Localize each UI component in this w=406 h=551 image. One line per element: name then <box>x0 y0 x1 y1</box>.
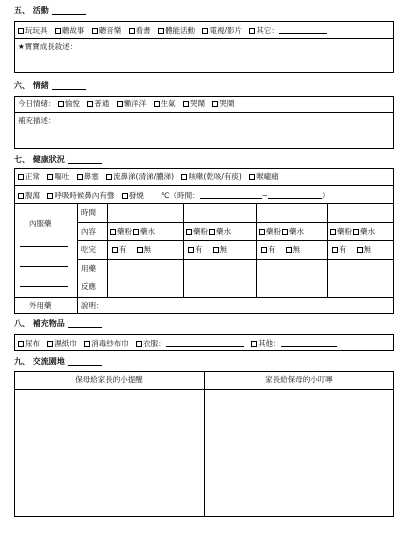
symptoms-row-2 <box>18 191 329 200</box>
divider <box>14 185 394 186</box>
parent-note-header: 家長給保母的小叮嚀 <box>265 375 333 384</box>
growth-note-label: ★寶寶成長敘述： <box>18 42 78 51</box>
grid-line <box>183 203 184 297</box>
caregiver-note-header: 保母給家長的小提醒 <box>75 375 143 384</box>
divider <box>14 112 394 113</box>
internal-med-label: 內服藥 <box>29 219 52 228</box>
checkbox[interactable] <box>259 229 265 235</box>
checkbox[interactable] <box>249 28 255 34</box>
grid-line <box>327 203 328 297</box>
internal-med-line[interactable] <box>20 246 68 247</box>
temperature-label: ℃（時間： <box>161 191 200 200</box>
finish-options: 有 無 <box>188 246 232 254</box>
symptom-option[interactable]: 嘔吐 <box>47 173 69 181</box>
checkbox[interactable] <box>55 28 61 34</box>
supplies-options <box>18 339 342 348</box>
finish-options: 有 無 <box>112 246 156 254</box>
checkbox[interactable] <box>212 101 218 107</box>
supply-option-other[interactable]: 其他： <box>251 339 337 348</box>
checkbox[interactable] <box>47 174 53 180</box>
mood-option[interactable]: 生氣 <box>154 100 176 108</box>
checkbox[interactable] <box>87 101 93 107</box>
supply-option[interactable]: 消毒紗布巾 <box>84 340 129 348</box>
mood-options <box>18 100 239 108</box>
checkbox[interactable] <box>332 247 338 253</box>
checkbox[interactable] <box>282 229 288 235</box>
checkbox[interactable] <box>18 341 24 347</box>
divider <box>14 203 394 204</box>
divider <box>204 371 205 517</box>
grid-line <box>77 222 394 223</box>
mood-option[interactable]: 懶洋洋 <box>117 100 147 108</box>
section-title-activities: 五、 活動 <box>14 7 86 15</box>
content-options: 藥粉 藥水 <box>110 228 155 236</box>
checkbox[interactable] <box>213 247 219 253</box>
section-title-mood: 六、 情緒 <box>14 82 86 90</box>
checkbox[interactable] <box>202 28 208 34</box>
clothes-field[interactable] <box>166 339 244 347</box>
symptoms-row-1 <box>18 173 284 181</box>
other-supply-field[interactable] <box>281 339 337 347</box>
symptom-option[interactable]: 正常 <box>18 173 40 181</box>
checkbox[interactable] <box>183 101 189 107</box>
checkbox[interactable] <box>133 229 139 235</box>
mood-note-label: 補充描述： <box>18 116 56 125</box>
time-separator: ~ <box>261 191 268 200</box>
checkbox[interactable] <box>353 229 359 235</box>
symptom-option[interactable]: 發燒 <box>122 192 144 200</box>
checkbox[interactable] <box>110 229 116 235</box>
section-title-exchange: 九、 交流園地 <box>14 358 102 366</box>
checkbox[interactable] <box>122 193 128 199</box>
finish-options: 有 無 <box>332 246 376 254</box>
content-options: 藥粉 藥水 <box>259 228 304 236</box>
mood-option[interactable]: 哭鬧 <box>212 100 234 108</box>
checkbox[interactable] <box>18 193 24 199</box>
explain-label: 說明： <box>81 301 104 310</box>
parent-note-area[interactable] <box>206 391 392 515</box>
activity-option[interactable]: 電視/影片 <box>202 27 242 35</box>
checkbox[interactable] <box>181 174 187 180</box>
checkbox[interactable] <box>112 247 118 253</box>
row-label-reaction: 反應 <box>81 282 96 291</box>
activity-option[interactable]: 體能活動 <box>158 27 195 35</box>
symptom-option[interactable]: 喉嚨痛 <box>249 173 279 181</box>
checkbox[interactable] <box>136 341 142 347</box>
checkbox[interactable] <box>251 341 257 347</box>
mood-option[interactable]: 哭鬧 <box>183 100 205 108</box>
activity-options <box>18 26 332 35</box>
grid-line <box>77 240 394 241</box>
mood-label: 今日情緒： <box>18 99 56 108</box>
checkbox[interactable] <box>18 174 24 180</box>
checkbox[interactable] <box>357 247 363 253</box>
grid-line <box>107 203 108 297</box>
activity-option[interactable]: 聽故事 <box>55 27 85 35</box>
caregiver-note-area[interactable] <box>16 391 202 515</box>
content-options: 藥粉 藥水 <box>186 228 231 236</box>
internal-med-line[interactable] <box>20 266 68 267</box>
supply-option[interactable]: 尿布 <box>18 340 40 348</box>
grid-line <box>256 203 257 297</box>
external-med-label: 外用藥 <box>29 301 52 310</box>
divider <box>14 38 394 39</box>
checkbox[interactable] <box>84 341 90 347</box>
symptom-option[interactable]: 腹瀉 <box>18 192 40 200</box>
activity-option[interactable]: 聽音樂 <box>92 27 122 35</box>
symptom-option[interactable]: 咳嗽(乾咳/有痰) <box>181 173 241 181</box>
checkbox[interactable] <box>129 28 135 34</box>
checkbox[interactable] <box>209 229 215 235</box>
checkbox[interactable] <box>261 247 267 253</box>
grid-line <box>77 259 394 260</box>
activity-option[interactable]: 看書 <box>129 27 151 35</box>
mood-option[interactable]: 愉悅 <box>58 100 80 108</box>
supply-option[interactable]: 濕紙巾 <box>47 340 77 348</box>
checkbox[interactable] <box>137 247 143 253</box>
checkbox[interactable] <box>330 229 336 235</box>
checkbox[interactable] <box>77 174 83 180</box>
other-field[interactable] <box>279 26 327 34</box>
content-options: 藥粉 藥水 <box>330 228 375 236</box>
activity-option-other[interactable]: 其它： <box>249 26 327 35</box>
checkbox[interactable] <box>186 229 192 235</box>
symptom-option[interactable]: 呼吸時候鼻內有聲 <box>47 192 114 200</box>
checkbox[interactable] <box>58 101 64 107</box>
checkbox[interactable] <box>249 174 255 180</box>
time-start-field[interactable] <box>200 191 262 199</box>
checkbox[interactable] <box>47 193 53 199</box>
checkbox[interactable] <box>154 101 160 107</box>
grid-line <box>14 297 394 298</box>
checkbox[interactable] <box>117 101 123 107</box>
symptom-option[interactable]: 流鼻涕(清涕/膿涕) <box>106 173 174 181</box>
health-box <box>14 168 394 314</box>
checkbox[interactable] <box>158 28 164 34</box>
mood-option[interactable]: 普通 <box>87 100 109 108</box>
symptom-option[interactable]: 鼻塞 <box>77 173 99 181</box>
section-title-supplies: 八、 補充物品 <box>14 320 102 328</box>
checkbox[interactable] <box>286 247 292 253</box>
section-title-health: 七、 健康狀況 <box>14 156 102 164</box>
activity-option[interactable]: 玩玩具 <box>18 27 48 35</box>
time-end-field[interactable] <box>268 191 322 199</box>
row-label-finished: 吃完 <box>81 245 96 254</box>
row-label-time: 時間 <box>81 208 96 217</box>
time-close: ） <box>321 191 330 200</box>
row-label-content: 內容 <box>81 227 96 236</box>
checkbox[interactable] <box>18 28 24 34</box>
row-label-dose: 用藥 <box>81 264 96 273</box>
checkbox[interactable] <box>188 247 194 253</box>
checkbox[interactable] <box>106 174 112 180</box>
internal-med-line[interactable] <box>20 286 68 287</box>
checkbox[interactable] <box>92 28 98 34</box>
finish-options: 有 無 <box>261 246 305 254</box>
checkbox[interactable] <box>47 341 53 347</box>
supply-option[interactable]: 衣服： <box>136 339 244 348</box>
